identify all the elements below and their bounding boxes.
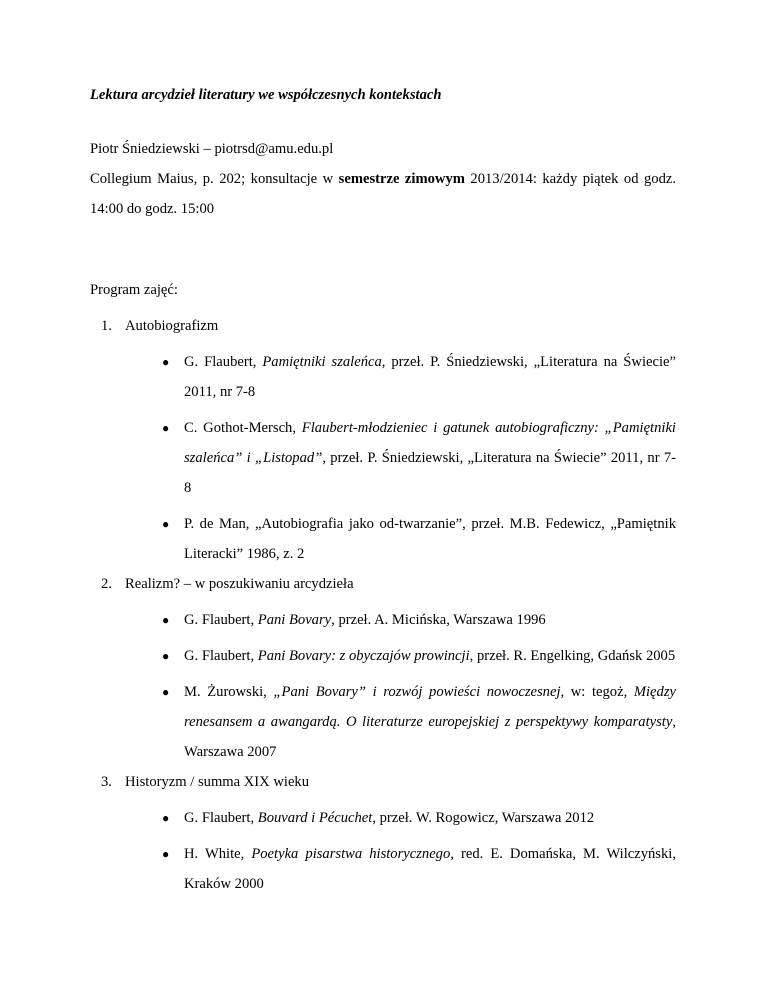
reading-item — [125, 641, 676, 671]
work-title: Poetyka pisarstwa historycznego — [251, 846, 451, 862]
reading-item — [125, 677, 676, 767]
program-sections — [90, 311, 676, 899]
work-title: Flaubert-młodzieniec i gatunek autobiograficzny: „Pamiętniki szaleńca” i „Listopad” — [184, 420, 676, 466]
consultation-prefix: Collegium Maius, p. 202; konsultacje w — [90, 171, 339, 187]
reference-text: C. Gothot-Mersch, — [184, 420, 302, 436]
section-title: Autobiografizm — [125, 318, 219, 334]
work-title: Pani Bovary: z obyczajów prowincji — [257, 648, 470, 664]
reference-text: , przeł. A. Micińska, Warszawa 1996 — [331, 612, 546, 628]
author-contact: Piotr Śniedziewski – piotrsd@amu.edu.pl — [90, 141, 334, 157]
reading-list — [125, 605, 676, 767]
work-title: „Pani Bovary” i rozwój powieści nowoczesnej — [273, 684, 561, 700]
bullet-icon: ● — [162, 649, 170, 663]
program-section — [90, 767, 676, 899]
reference-text: G. Flaubert, — [184, 354, 263, 370]
reference-text: , Warszawa 2007 — [184, 714, 676, 760]
work-title: Bouvard i Pécuchet — [257, 810, 373, 826]
section-number: 2. — [101, 576, 112, 592]
bullet-icon: ● — [162, 685, 170, 699]
reference-text: , przeł. P. Śniedziewski, „Literatura na Świecie” 2011, nr 7-8 — [184, 354, 676, 400]
consultation-info — [90, 164, 676, 224]
program-section — [90, 569, 676, 767]
section-number: 1. — [101, 318, 112, 334]
program-section — [90, 311, 676, 569]
reading-item — [125, 803, 676, 833]
section-title: Realizm? – w poszukiwaniu arcydzieła — [125, 576, 354, 592]
reference-text: , przeł. W. Rogowicz, Warszawa 2012 — [372, 810, 595, 826]
author-info — [90, 134, 676, 224]
reading-item — [125, 347, 676, 407]
section-number: 3. — [101, 774, 112, 790]
section-title: Historyzm / summa XIX wieku — [125, 774, 310, 790]
reference-text: , w: tegoż, — [560, 684, 634, 700]
reading-list — [125, 347, 676, 569]
bullet-icon: ● — [162, 613, 170, 627]
reference-text: M. Żurowski, — [184, 684, 274, 700]
document-title: Lektura arcydzieł literatury we współczesnych kontekstach — [90, 87, 442, 103]
reading-item — [125, 413, 676, 503]
reference-text: G. Flaubert, — [184, 810, 258, 826]
consultation-semester: semestrze zimowym — [338, 171, 465, 187]
bullet-icon: ● — [162, 355, 170, 369]
reference-text: G. Flaubert, — [184, 648, 258, 664]
work-title: Pani Bovary — [257, 612, 332, 628]
reference-text: , przeł. P. Śniedziewski, „Literatura na Świecie” 2011, nr 7-8 — [184, 450, 676, 496]
reference-text: , przeł. R. Engelking, Gdańsk 2005 — [469, 648, 676, 664]
reading-item — [125, 509, 676, 569]
program-label: Program zajęć: — [90, 282, 178, 298]
reference-text: H. White, — [184, 846, 252, 862]
bullet-icon: ● — [162, 847, 170, 861]
reading-list — [125, 803, 676, 899]
reference-text: G. Flaubert, — [184, 612, 258, 628]
consultation-suffix: 2013/2014: każdy piątek od godz. 14:00 do godz. 15:00 — [90, 171, 677, 217]
reference-text: P. de Man, „Autobiografia jako od-twarzanie”, przeł. M.B. Fedewicz, „Pamiętnik Literacki” 1986, z. 2 — [184, 516, 676, 562]
work-title: Między renesansem a awangardą. O literaturze europejskiej z perspektywy komparatysty — [184, 684, 676, 730]
bullet-icon: ● — [162, 517, 170, 531]
bullet-icon: ● — [162, 811, 170, 825]
work-title: Pamiętniki szaleńca — [262, 354, 382, 370]
bullet-icon: ● — [162, 421, 170, 435]
reading-item — [125, 605, 676, 635]
reading-item — [125, 839, 676, 899]
reference-text: , red. E. Domańska, M. Wilczyński, Kraków 2000 — [184, 846, 676, 892]
